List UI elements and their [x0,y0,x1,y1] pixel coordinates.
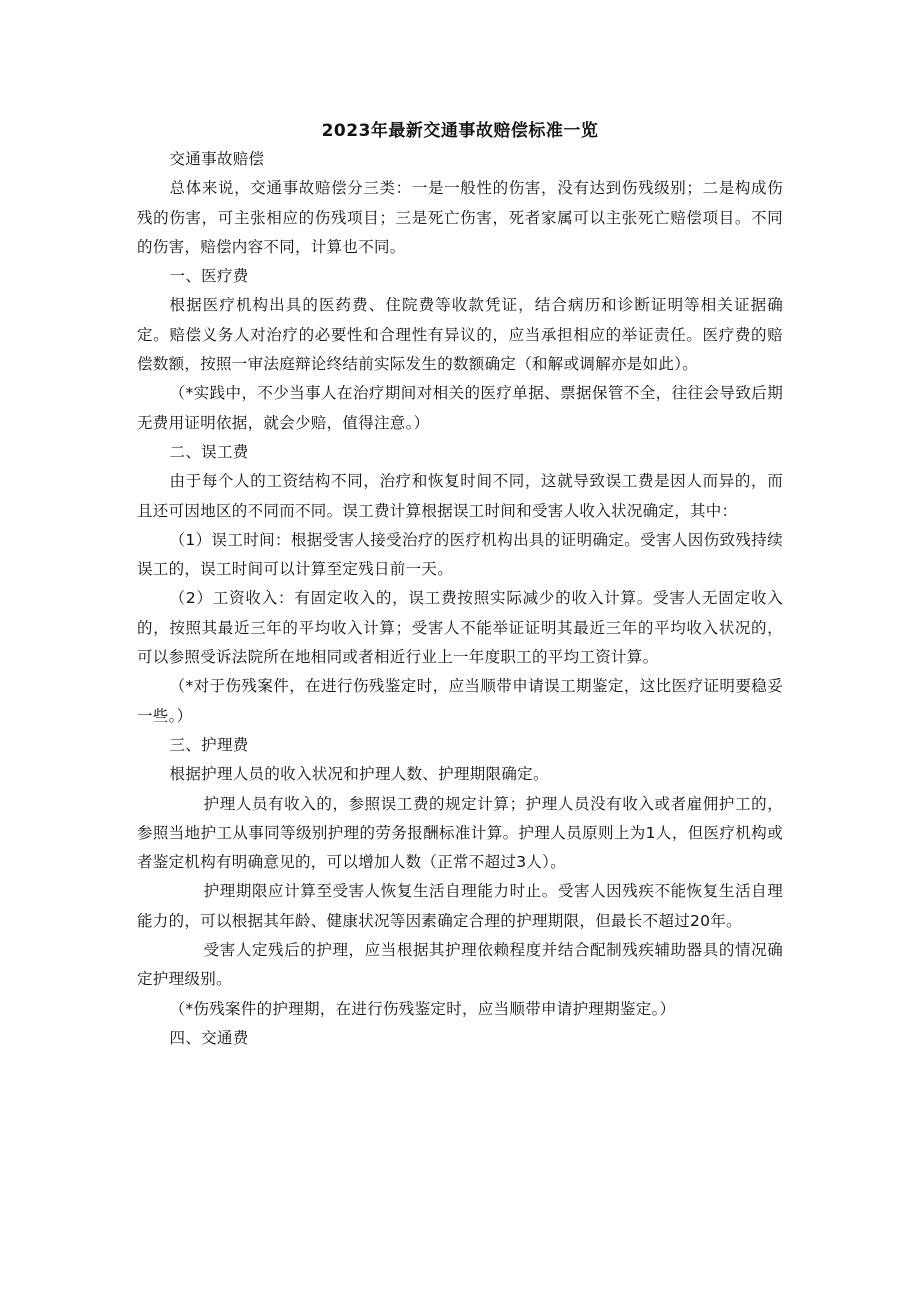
section-intro-heading: 交通事故赔偿 [169,150,265,168]
item-wage-income: （2）工资收入：有固定收入的，误工费按照实际减少的收入计算。受害人无固定收入的，按照其最近三年的平均收入计算；受害人不能举证证明其最近三年的平均收入状况的，可以参照受诉法院所在地相同或者相近行业上一年度职工的平均工资计算。 [137,589,783,667]
note-nursing: （*伤残案件的护理期，在进行伤残鉴定时，应当顺带申请护理期鉴定。） [169,999,676,1018]
document-title: 2023年最新交通事故赔偿标准一览 [321,121,599,141]
note-lost-wages: （*对于伤残案件，在进行伤残鉴定时，应当顺带申请误工期鉴定，这比医疗证明要稳妥一些。） [137,677,783,725]
paragraph-nursing-level: 受害人定残后的护理，应当根据其护理依赖程度并结合配制残疾辅助器具的情况确定护理级别。 [137,941,783,989]
heading-lost-wages: 二、误工费 [169,442,249,461]
heading-nursing-fees: 三、护理费 [169,735,249,754]
heading-transport-fees: 四、交通费 [169,1028,249,1047]
item-lost-time: （1）误工时间：根据受害人接受治疗的医疗机构出具的证明确定。受害人因伤致残持续误工的，误工时间可以计算至定残日前一天。 [137,530,783,579]
note-medical-expenses: （*实践中，不少当事人在治疗期间对相关的医疗单据、票据保管不全，往往会导致后期无费用证明依据，就会少赔，值得注意。） [137,384,783,432]
paragraph-nursing-period: 护理期限应计算至受害人恢复生活自理能力时止。受害人因残疾不能恢复生活自理能力的，可以根据其年龄、健康状况等因素确定合理的护理期限，但最长不超过20年。 [137,882,783,930]
heading-medical-expenses: 一、医疗费 [169,267,249,286]
paragraph-overview: 总体来说，交通事故赔偿分三类：一是一般性的伤害，没有达到伤残级别；二是构成伤残的伤害，可主张相应的伤残项目；三是死亡伤害，死者家属可以主张死亡赔偿项目。不同的伤害，赔偿内容不同，计算也不同。 [137,179,783,256]
paragraph-nursing-income: 护理人员有收入的，参照误工费的规定计算；护理人员没有收入或者雇佣护工的，参照当地护工从事同等级别护理的劳务报酬标准计算。护理人员原则上为1人，但医疗机构或者鉴定机构有明确意见的，可以增加人数（正常不超过3人）。 [137,794,783,872]
paragraph-medical-expenses: 根据医疗机构出具的医药费、住院费等收款凭证，结合病历和诊断证明等相关证据确定。赔偿义务人对治疗的必要性和合理性有异议的，应当承担相应的举证责任。医疗费的赔偿数额，按照一审法庭辩论终结前实际发生的数额确定（和解或调解亦是如此）。 [137,296,783,374]
document-body [137,145,783,1053]
paragraph-nursing-basis: 根据护理人员的收入状况和护理人数、护理期限确定。 [169,765,549,784]
paragraph-lost-wages: 由于每个人的工资结构不同，治疗和恢复时间不同，这就导致误工费是因人而异的，而且还可因地区的不同而不同。误工费计算根据误工时间和受害人收入状况确定，其中： [137,472,783,520]
